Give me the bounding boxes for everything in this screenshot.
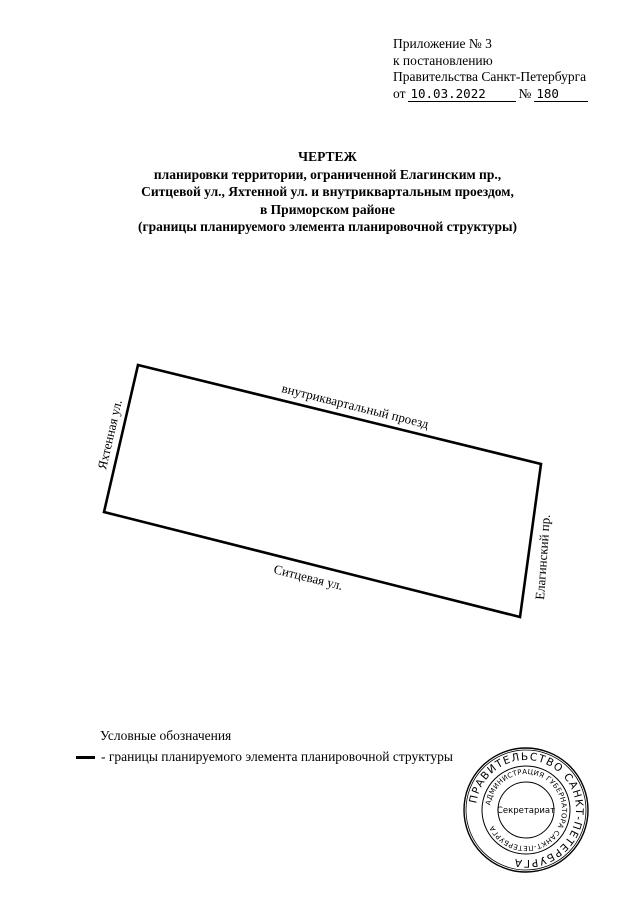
legend-title: Условные обозначения: [100, 728, 232, 743]
title-line-1: планировки территории, ограниченной Елагинским пр.,: [153, 166, 502, 182]
annex-from-label: от: [393, 85, 406, 101]
label-west: Яхтенная ул.: [94, 398, 125, 471]
official-seal: [462, 746, 590, 874]
annex-line-1: Приложение № 3: [393, 36, 492, 51]
seal-center-text: Секретариат: [496, 806, 556, 816]
label-east: Елагинский пр.: [532, 513, 553, 601]
annex-number-label: №: [518, 85, 532, 101]
annex-line-3: Правительства Санкт-Петербурга: [393, 69, 587, 84]
legend-item-text: - границы планируемого элемента планировочной структуры: [101, 749, 453, 764]
title-line-3: в Приморском районе: [260, 201, 395, 217]
annex-line-2: к постановлению: [393, 52, 493, 68]
boundary-line-symbol: [76, 756, 95, 759]
annex-date: 10.03.2022: [408, 87, 516, 102]
title-heading: ЧЕРТЕЖ: [298, 149, 357, 164]
title-line-4: (границы планируемого элемента планировочной структуры): [137, 219, 518, 235]
label-north: внутриквартальный проезд: [280, 380, 431, 432]
title-line-2: Ситцевой ул., Яхтенной ул. и внутриквартальным проездом,: [141, 184, 514, 200]
seal-outer-text: ПРАВИТЕЛЬСТВО САНКТ-ПЕТЕРБУРГА: [467, 750, 586, 870]
annex-number: 180: [534, 87, 588, 102]
seal-inner-text: АДМИНИСТРАЦИЯ ГУБЕРНАТОРА САНКТ-ПЕТЕРБУРГА: [484, 767, 569, 853]
legend-row: [76, 749, 453, 765]
label-south: Ситцевая ул.: [272, 561, 345, 594]
